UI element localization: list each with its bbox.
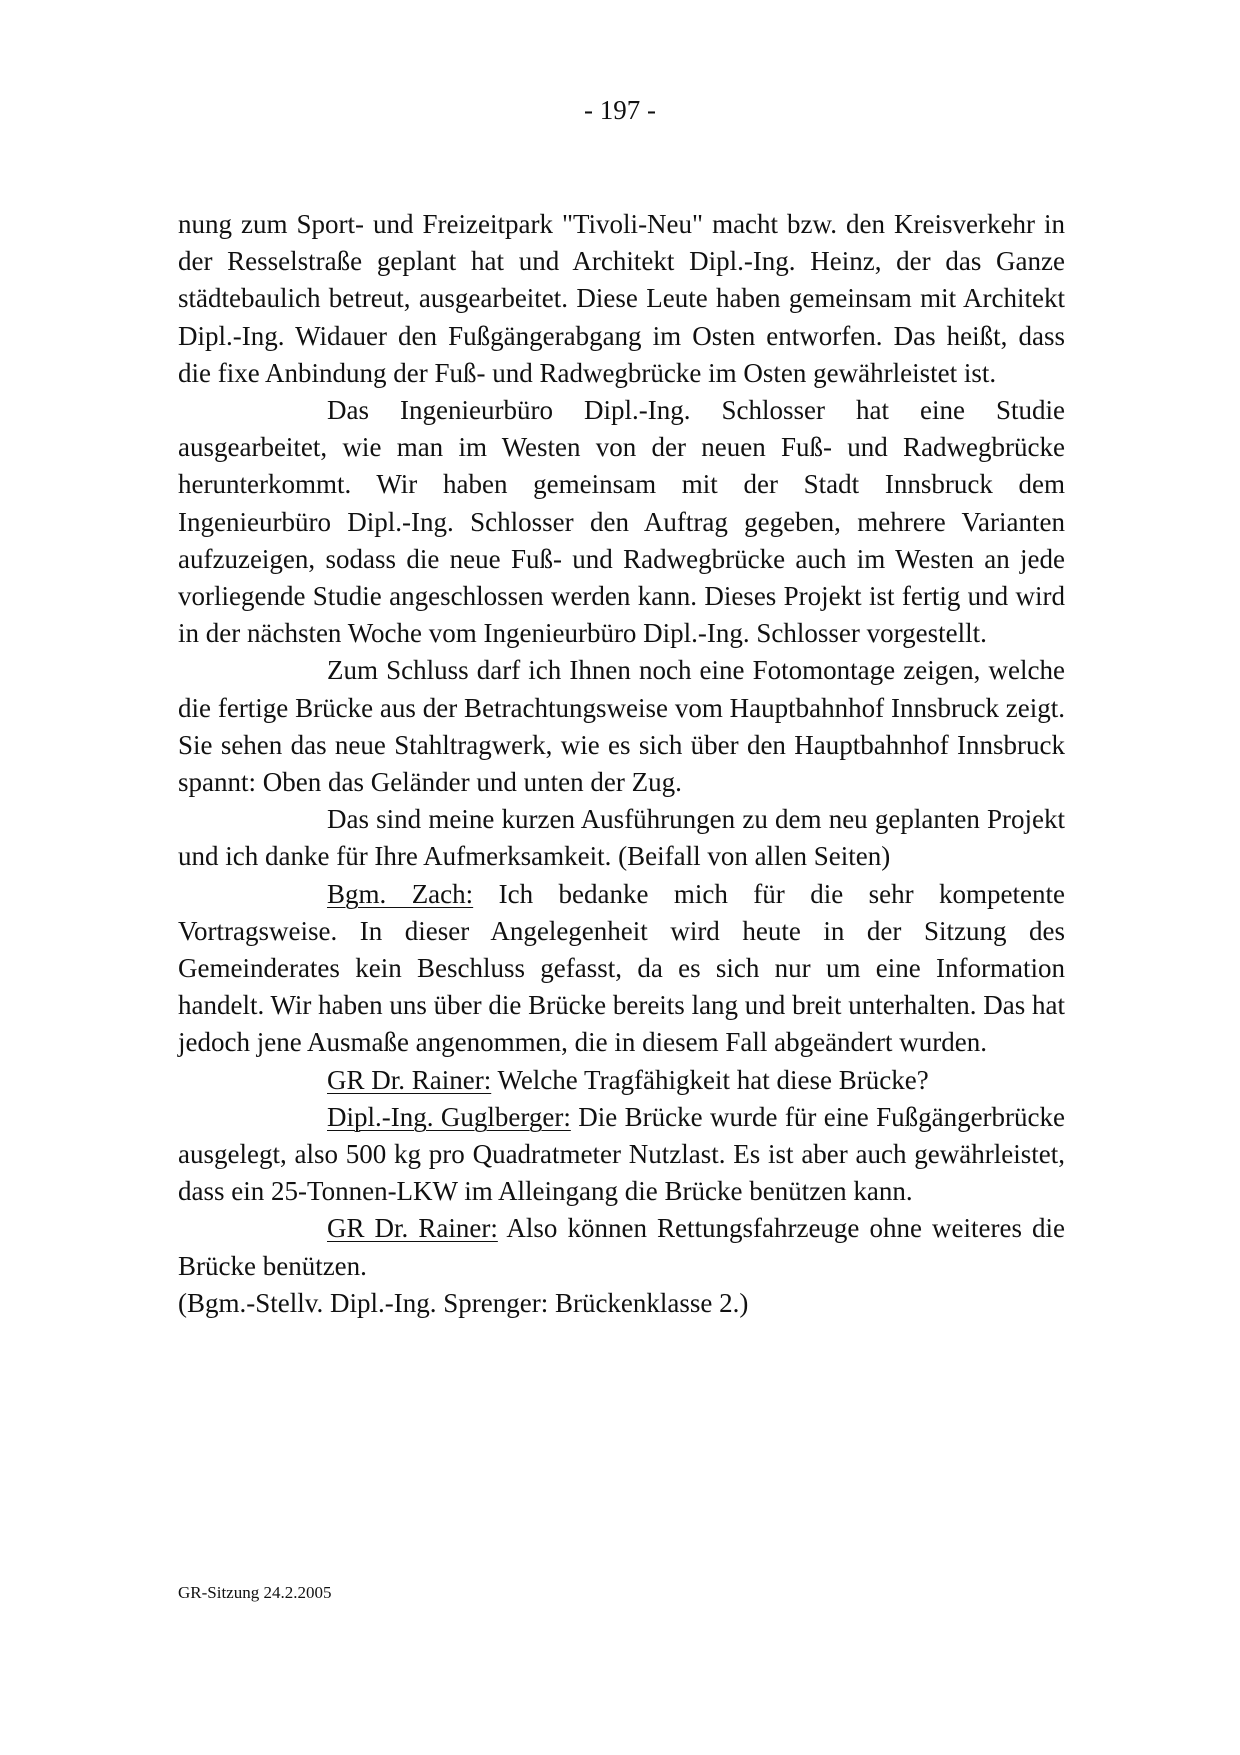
paragraph	[178, 206, 1065, 392]
interjection-text: (Bgm.-Stellv. Dipl.-Ing. Sprenger: Brückenklasse 2.)	[178, 1287, 749, 1318]
speech-text: Also können Rettungsfahrzeuge ohne weiteres die Brücke benützen.	[178, 1213, 1065, 1281]
footer-session-date: GR-Sitzung 24.2.2005	[178, 1583, 332, 1602]
speaker-name: GR Dr. Rainer:	[327, 1213, 498, 1244]
paragraph	[178, 392, 1065, 652]
speech-text: Ich bedanke mich für die sehr kompetente Vortragsweise. In dieser Angelegenheit wird heute in der Sitzung des Gemeinderates kein Beschluss gefasst, da es sich nur um eine Information handelt. Wir haben uns über die Brücke bereits lang und breit unterhalten. Das hat jedoch jene Ausmaße angenommen, die in diesem Fall abgeändert wurden.	[178, 878, 1065, 1058]
paragraph	[178, 801, 1065, 875]
speech-text: Die Brücke wurde für eine Fußgängerbrücke ausgelegt, also 500 kg pro Quadratmeter Nutzlast. Es ist aber auch gewährleistet, dass ein 25-Tonnen-LKW im Alleingang die Brücke benützen kann.	[178, 1101, 1065, 1207]
speech-paragraph	[178, 1210, 1065, 1284]
body-text	[178, 206, 1065, 1322]
speech-paragraph	[178, 876, 1065, 1062]
interjection	[178, 1285, 1065, 1322]
paragraph-text: nung zum Sport- und Freizeitpark "Tivoli-Neu" macht bzw. den Kreisverkehr in der Resselstraße geplant hat und Architekt Dipl.-Ing. Heinz, der das Ganze städtebaulich betreut, ausgearbeitet. Diese Leute haben gemeinsam mit Architekt Dipl.-Ing. Widauer den Fußgängerabgang im Osten entworfen. Das heißt, dass die fixe Anbindung der Fuß- und Radwegbrücke im Osten gewährleistet ist.	[178, 209, 1065, 388]
speaker-name: Bgm. Zach:	[327, 878, 474, 909]
speaker-name: Dipl.-Ing. Guglberger:	[327, 1101, 571, 1132]
speaker-name: GR Dr. Rainer:	[327, 1064, 492, 1095]
page-number: - 197 -	[584, 95, 656, 125]
speech-text: Welche Tragfähigkeit hat diese Brücke?	[497, 1064, 929, 1095]
paragraph-text: Das sind meine kurzen Ausführungen zu dem neu geplanten Projekt und ich danke für Ihre Aufmerksamkeit. (Beifall von allen Seiten)	[178, 804, 1065, 872]
paragraph-text: Das Ingenieurbüro Dipl.-Ing. Schlosser hat eine Studie ausgearbeitet, wie man im Westen von der neuen Fuß- und Radwegbrücke herunterkommt. Wir haben gemeinsam mit der Stadt Innsbruck dem Ingenieurbüro Dipl.-Ing. Schlosser den Auftrag gegeben, mehrere Varianten aufzuzeigen, sodass die neue Fuß- und Radwegbrücke auch im Westen an jede vorliegende Studie angeschlossen werden kann. Dieses Projekt ist fertig und wird in der nächsten Woche vom Ingenieurbüro Dipl.-Ing. Schlosser vorgestellt.	[178, 395, 1065, 649]
speech-paragraph	[178, 1099, 1065, 1211]
paragraph-text: Zum Schluss darf ich Ihnen noch eine Fotomontage zeigen, welche die fertige Brücke aus der Betrachtungsweise vom Hauptbahnhof Innsbruck zeigt. Sie sehen das neue Stahltragwerk, wie es sich über den Hauptbahnhof Innsbruck spannt: Oben das Geländer und unten der Zug.	[178, 655, 1065, 798]
speech-paragraph	[178, 1062, 1065, 1099]
paragraph	[178, 652, 1065, 801]
